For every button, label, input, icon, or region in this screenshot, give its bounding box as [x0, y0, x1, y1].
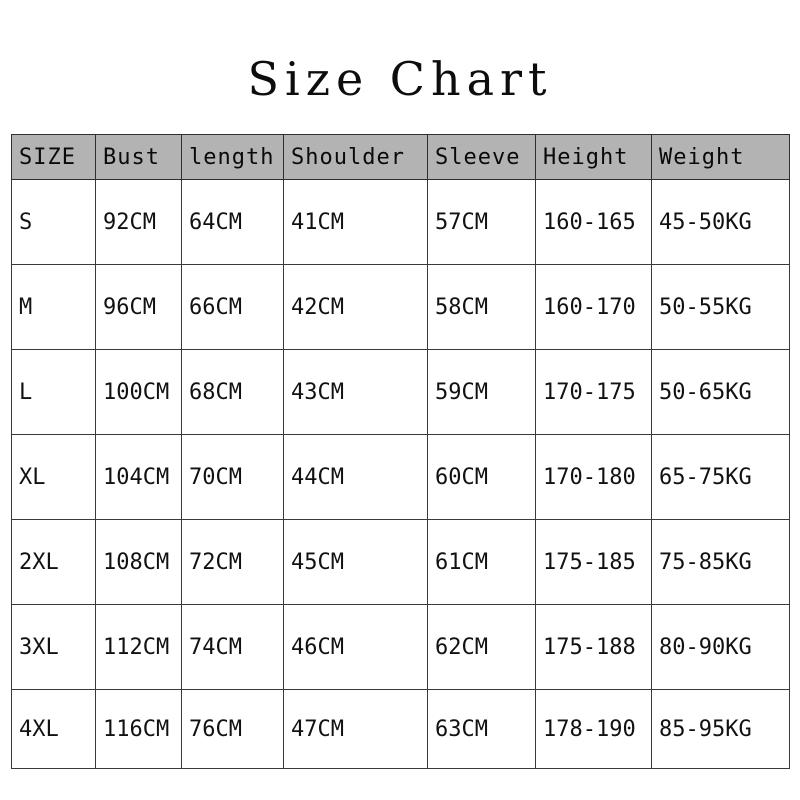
- cell-sleeve: 61CM: [428, 520, 536, 605]
- cell-sleeve: 59CM: [428, 350, 536, 435]
- cell-bust: 104CM: [96, 435, 182, 520]
- cell-height: 175-188: [536, 605, 652, 690]
- table-row: [12, 520, 790, 605]
- cell-sleeve: 60CM: [428, 435, 536, 520]
- cell-sleeve: 58CM: [428, 265, 536, 350]
- cell-shoulder: 46CM: [284, 605, 428, 690]
- column-header-weight: Weight: [652, 135, 790, 180]
- cell-length: 72CM: [182, 520, 284, 605]
- cell-size: 3XL: [12, 605, 96, 690]
- table-row: [12, 265, 790, 350]
- column-header-shoulder: Shoulder: [284, 135, 428, 180]
- table-row: [12, 350, 790, 435]
- cell-weight: 65-75KG: [652, 435, 790, 520]
- cell-height: 170-180: [536, 435, 652, 520]
- size-chart-table-wrapper: [11, 134, 789, 769]
- cell-weight: 75-85KG: [652, 520, 790, 605]
- cell-weight: 80-90KG: [652, 605, 790, 690]
- page-title: Size Chart: [247, 52, 553, 106]
- cell-length: 76CM: [182, 690, 284, 769]
- cell-length: 64CM: [182, 180, 284, 265]
- cell-shoulder: 45CM: [284, 520, 428, 605]
- table-body: [12, 180, 790, 769]
- cell-bust: 116CM: [96, 690, 182, 769]
- cell-shoulder: 44CM: [284, 435, 428, 520]
- cell-size: S: [12, 180, 96, 265]
- cell-sleeve: 62CM: [428, 605, 536, 690]
- table-row: [12, 180, 790, 265]
- cell-weight: 85-95KG: [652, 690, 790, 769]
- cell-bust: 92CM: [96, 180, 182, 265]
- table-row: [12, 690, 790, 769]
- cell-height: 178-190: [536, 690, 652, 769]
- cell-size: M: [12, 265, 96, 350]
- cell-length: 74CM: [182, 605, 284, 690]
- cell-height: 175-185: [536, 520, 652, 605]
- cell-weight: 50-55KG: [652, 265, 790, 350]
- cell-bust: 108CM: [96, 520, 182, 605]
- table-row: [12, 435, 790, 520]
- column-header-bust: Bust: [96, 135, 182, 180]
- table-header: [12, 135, 790, 180]
- column-header-length: length: [182, 135, 284, 180]
- cell-size: 4XL: [12, 690, 96, 769]
- size-chart-table: [11, 134, 790, 769]
- cell-length: 66CM: [182, 265, 284, 350]
- cell-bust: 112CM: [96, 605, 182, 690]
- column-header-size: SIZE: [12, 135, 96, 180]
- cell-size: XL: [12, 435, 96, 520]
- column-header-sleeve: Sleeve: [428, 135, 536, 180]
- table-row: [12, 605, 790, 690]
- column-header-height: Height: [536, 135, 652, 180]
- cell-shoulder: 41CM: [284, 180, 428, 265]
- cell-height: 170-175: [536, 350, 652, 435]
- cell-height: 160-165: [536, 180, 652, 265]
- cell-bust: 96CM: [96, 265, 182, 350]
- cell-bust: 100CM: [96, 350, 182, 435]
- cell-sleeve: 57CM: [428, 180, 536, 265]
- cell-weight: 50-65KG: [652, 350, 790, 435]
- cell-shoulder: 42CM: [284, 265, 428, 350]
- cell-shoulder: 43CM: [284, 350, 428, 435]
- cell-weight: 45-50KG: [652, 180, 790, 265]
- cell-length: 68CM: [182, 350, 284, 435]
- cell-sleeve: 63CM: [428, 690, 536, 769]
- table-header-row: [12, 135, 790, 180]
- cell-size: 2XL: [12, 520, 96, 605]
- cell-shoulder: 47CM: [284, 690, 428, 769]
- cell-length: 70CM: [182, 435, 284, 520]
- cell-height: 160-170: [536, 265, 652, 350]
- cell-size: L: [12, 350, 96, 435]
